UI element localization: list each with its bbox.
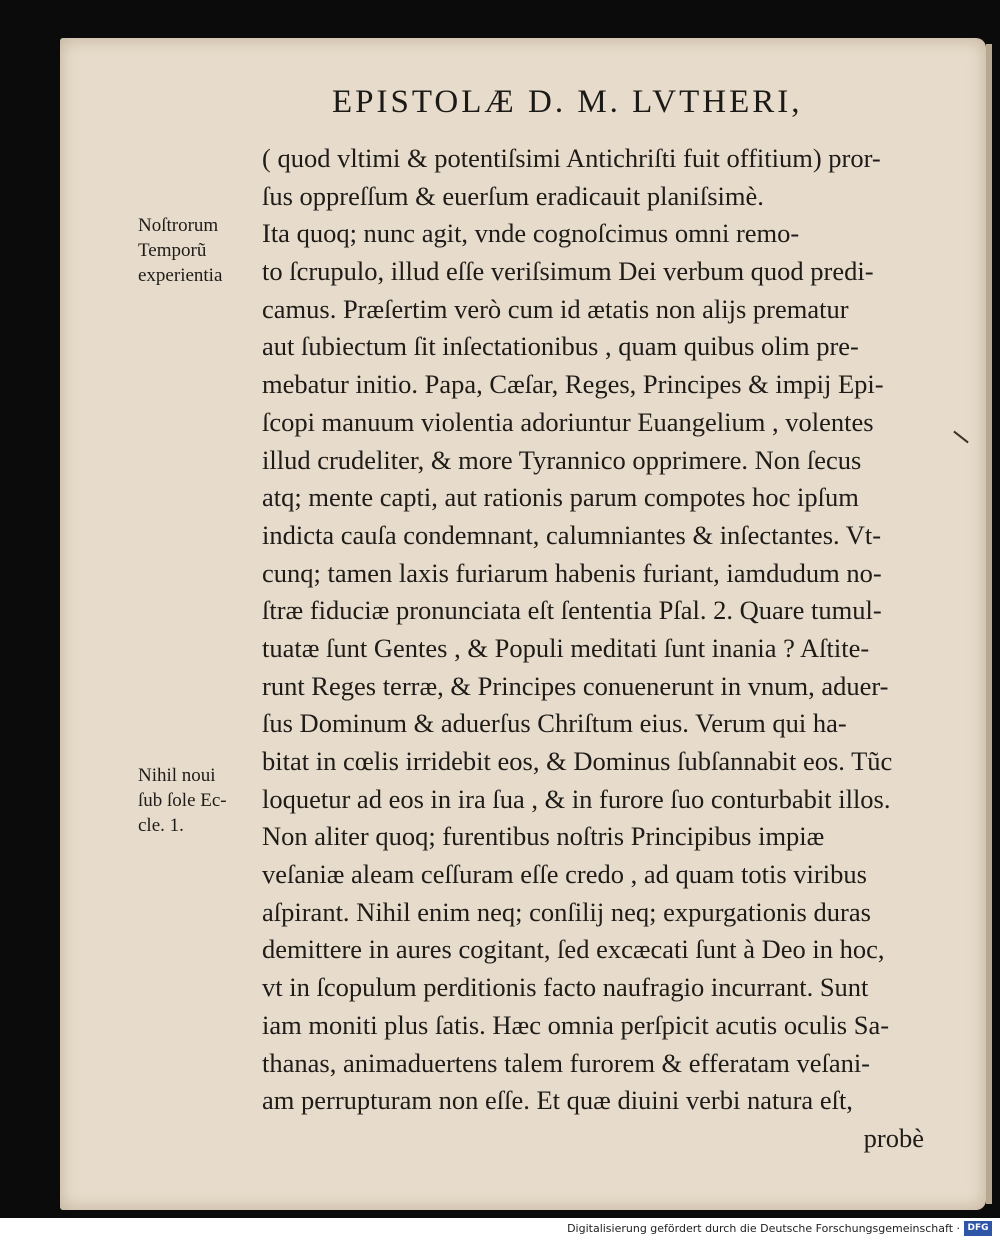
text-line: mebatur initio. Papa, Cæſar, Reges, Principes & impij Epi- [262, 369, 884, 400]
dfg-logo: DFG [964, 1221, 992, 1236]
text-line: aſpirant. Nihil enim neq; conſilij neq; expurgationis duras [262, 896, 871, 927]
text-line: ſus Dominum & aduerſus Chriſtum eius. Verum qui ha- [262, 708, 847, 739]
text-line: vt in ſcopulum perditionis facto naufragio incurrant. Sunt [262, 972, 869, 1003]
text-line: thanas, animaduertens talem furorem & efferatam veſani- [262, 1047, 871, 1078]
text-line: iam moniti plus ſatis. Hæc omnia perſpicit acutis oculis Sa- [262, 1009, 890, 1040]
text-line: aut ſubiectum ſit inſectationibus , quam quibus olim pre- [262, 331, 859, 362]
text-line: tuatæ ſunt Gentes , & Populi meditati ſunt inania ? Aſtite- [262, 632, 870, 663]
text-line: indicta cauſa condemnant, calumniantes & inſectantes. Vt- [262, 519, 882, 550]
body-text [262, 140, 924, 1158]
page-edge [986, 44, 992, 1204]
footer-credit: Digitalisierung gefördert durch die Deutsche Forschungsgemeinschaft · [567, 1222, 960, 1235]
catchword: probè [863, 1122, 924, 1153]
text-line: Non aliter quoq; furentibus noſtris Principibus impiæ [262, 821, 825, 852]
text-line: ſcopi manuum violentia adoriuntur Euangelium , volentes [262, 406, 874, 437]
margin-note-line: Temporũ [138, 240, 207, 261]
text-line: ( quod vltimi & potentiſsimi Antichriſti fuit offitium) pror- [262, 143, 881, 173]
margin-note-line: Nihil noui [138, 765, 216, 786]
running-head: EPISTOLÆ D. M. LVTHERI, [332, 84, 803, 120]
text-line: camus. Præſertim verò cum id ætatis non alijs prematur [262, 293, 849, 324]
margin-note-1 [138, 213, 260, 288]
text-line: demittere in aures cogitant, ſed excæcati ſunt à Deo in hoc, [262, 934, 885, 965]
digitization-footer [0, 1218, 1000, 1241]
margin-note-line: experientia [138, 265, 223, 286]
text-line: to ſcrupulo, illud eſſe veriſsimum Dei verbum quod predi- [262, 256, 874, 287]
text-line: bitat in cœlis irridebit eos, & Dominus ſubſannabit eos. Tũc [262, 746, 893, 776]
margin-note-line: Noſtrorum [138, 215, 219, 236]
text-line: ſtræ fiduciæ pronunciata eſt ſententia Pſal. 2. Quare tumul- [262, 595, 882, 626]
text-line: loquetur ad eos in ira ſua , & in furore ſuo conturbabit illos. [262, 783, 891, 814]
margin-note-line: cle. 1. [138, 815, 184, 836]
text-line: veſaniæ aleam ceſſuram eſſe credo , ad quam totis viribus [262, 859, 867, 890]
text-line: cunq; tamen laxis furiarum habenis furiant, iamdudum no- [262, 557, 882, 588]
margin-note-line: ſub ſole Ec- [138, 790, 227, 811]
text-line: atq; mente capti, aut rationis parum compotes hoc ipſum [262, 482, 859, 513]
text-line: ſus oppreſſum & euerſum eradicauit planiſsimè. [262, 180, 764, 211]
text-line: illud crudeliter, & more Tyrannico opprimere. Non ſecus [262, 444, 862, 475]
text-line: Ita quoq; nunc agit, vnde cognoſcimus omni remo- [262, 218, 800, 249]
text-line: am perrupturam non eſſe. Et quæ diuini verbi natura eſt, [262, 1085, 853, 1116]
margin-note-2 [138, 763, 260, 838]
text-line: runt Reges terræ, & Principes conuenerunt in vnum, aduer- [262, 670, 889, 701]
